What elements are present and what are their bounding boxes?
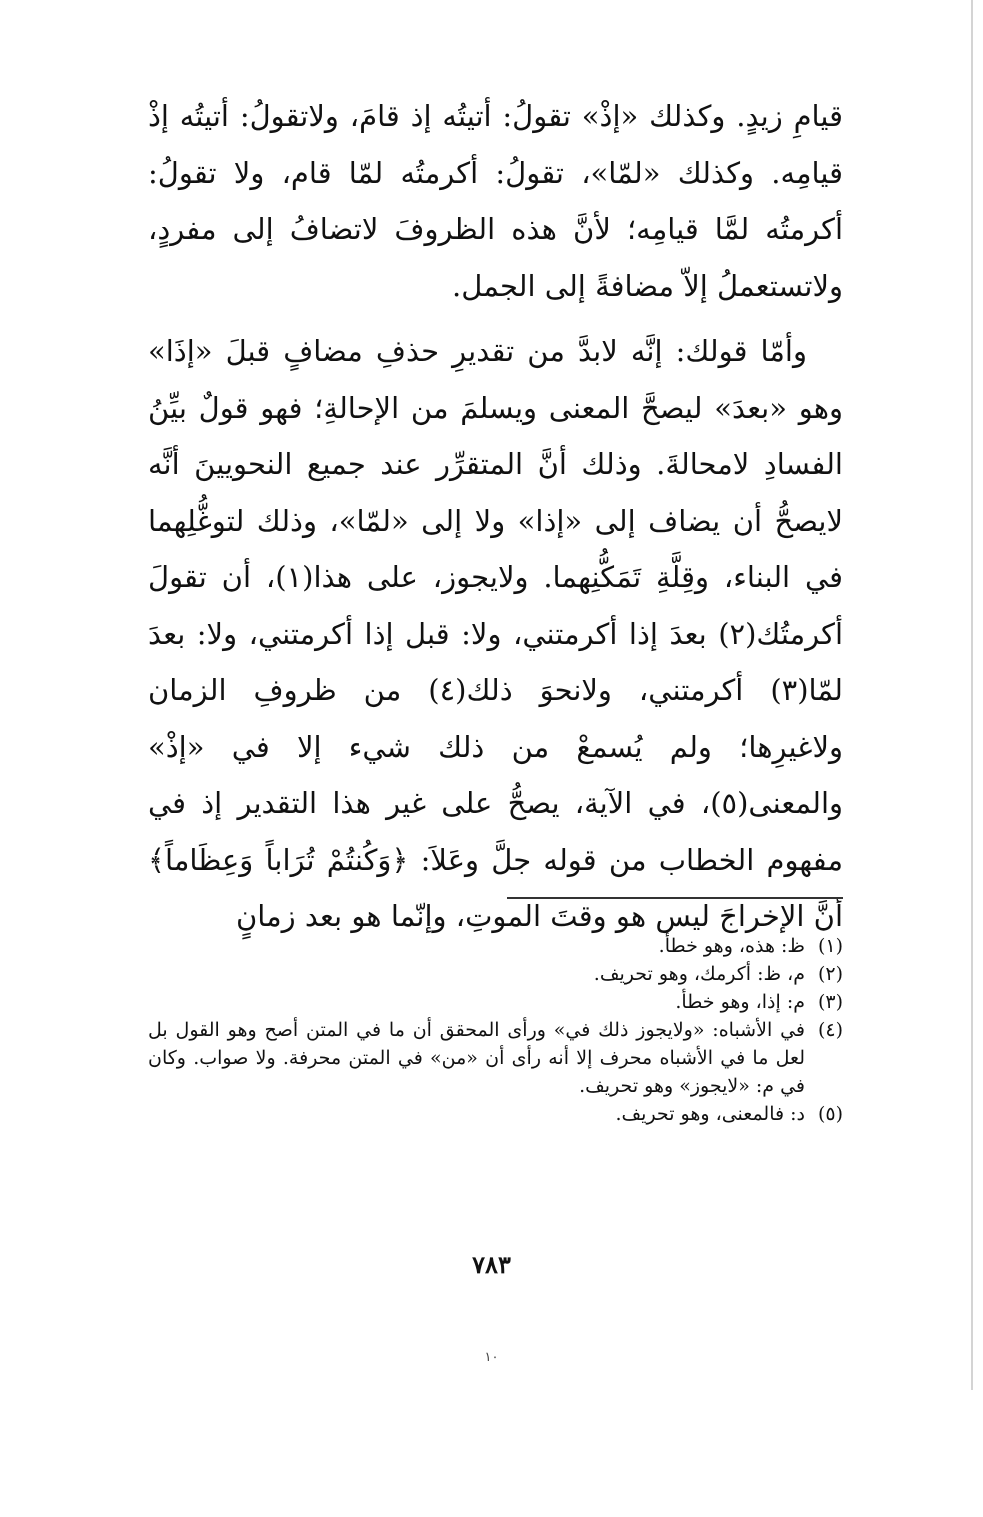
footnote [148, 960, 843, 988]
footnote-text: م، ظ: أكرمك، وهو تحريف. [593, 963, 805, 985]
footnote [148, 1100, 843, 1128]
page-number: ٧٨٣ [472, 1250, 511, 1279]
footnote-text: د: فالمعنى، وهو تحريف. [615, 1103, 805, 1125]
footnote-number: (١) [817, 935, 843, 957]
footnote-separator [507, 897, 843, 899]
footnote [148, 988, 843, 1016]
footnotes [148, 932, 843, 1128]
footnote-number: (٥) [817, 1103, 843, 1125]
main-text [148, 88, 843, 945]
footnote-number: (٤) [817, 1019, 843, 1041]
paragraph: وأمّا قولك: إنَّه لابدَّ من تقديرِ حذفِ مضافٍ قبلَ «إذَا» وهو «بعدَ» ليصحَّ المعنى ويسلمَ من الإحالةِ؛ فهو قولٌ بيِّنُ الفسادِ لامحالةَ. وذلك أنَّ المتقرِّر عند جميع النحويينَ أنَّه لايصحُّ أن يضاف إلى «إذا» ولا إلى «لمّا»، وذلك لتوغُّلِهما في البناء، وقِلَّةِ تَمَكُّنِهما. ولايجوز، على هذا(١)، أن تقولَ أكرمتُك(٢) بعدَ إذا أكرمتني، ولا: قبل إذا أكرمتني، ولا: بعدَ لمّا(٣) أكرمتني، ولانحوَ ذلك(٤) من ظروفِ الزمان ولاغيرِها؛ ولم يُسمعْ من ذلك شيء إلا في «إذْ» والمعنى(٥)، في الآية، يصحُّ على غير هذا التقدير إذ في مفهوم الخطاب من قوله جلَّ وعَلاَ: ﴿وَكُنتُمْ تُرَاباً وَعِظَاماً﴾ أنَّ الإخراجَ ليس هو وقتَ الموتِ، وإنّما هو بعد زمانٍ [148, 334, 843, 933]
footnote [148, 932, 843, 960]
footnote-number: (٢) [817, 963, 843, 985]
footnote-number: (٣) [817, 991, 843, 1013]
footnote-text: م: إذا، وهو خطأ. [675, 991, 805, 1013]
page-edge-line [971, 0, 973, 1390]
footnote [148, 1016, 843, 1100]
footnote-text: في الأشباه: «ولايجوز ذلك في» ورأى المحقق أن ما في المتن أصح وهو القول بل لعل ما في الأشباه محرف إلا أنه رأى أن «من» في المتن محرفة. ولا صواب. وكان في م: «لايجوز» وهو تحريف. [148, 1019, 805, 1097]
signature-mark: ١٠ [484, 1350, 499, 1365]
footnote-text: ظ: هذه، وهو خطأ. [658, 935, 805, 957]
paragraph: قيامِ زيدٍ. وكذلك «إذْ» تقولُ: أتيتُه إذ قامَ، ولاتقولُ: أتيتُه إذْ قيامِه. وكذلك «لمّا»، تقولُ: أكرمتُه لمّا قام، ولا تقولُ: أكرمتُه لمَّا قيامِه؛ لأنَّ هذه الظروفَ لاتضافُ إلى مفردٍ، ولاتستعملُ إلاّ مضافةً إلى الجمل. [148, 99, 843, 303]
